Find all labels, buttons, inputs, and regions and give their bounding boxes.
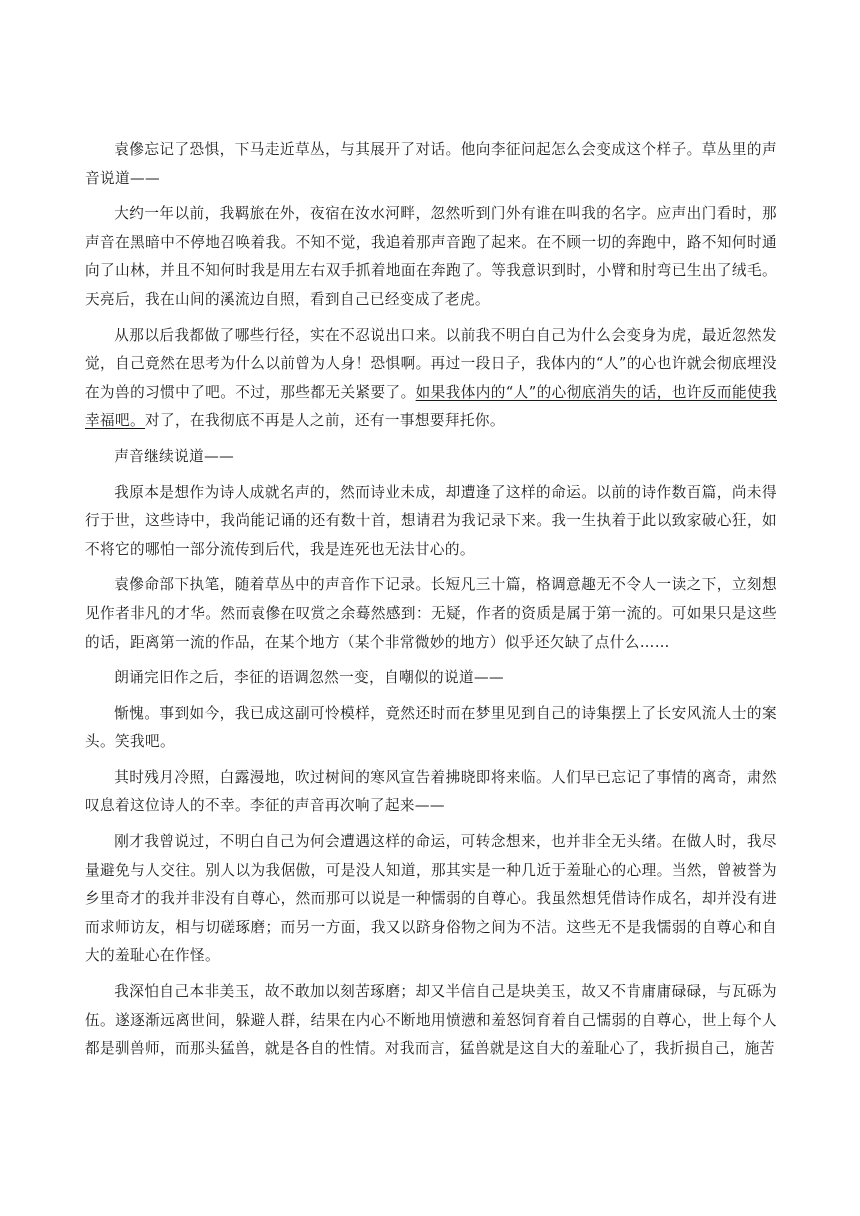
paragraph-5: 我原本是想作为诗人成就名声的，然而诗业未成，却遭逢了这样的命运。以前的诗作数百篇，尚未得行于世，这些诗中，我尚能记诵的还有数十首，想请君为我记录下来。我一生执着于此以致家破心狂，如不将它的哪怕一部分流传到后代，我是连死也无法甘心的。 xyxy=(85,483,777,558)
paragraph-2: 大约一年以前，我羁旅在外，夜宿在汝水河畔，忽然听到门外有谁在叫我的名字。应声出门看时，那声音在黑暗中不停地召唤着我。不知不觉，我追着那声音跑了起来。在不顾一切的奔跑中，路不知何时通向了山林，并且不知何时我是用左右双手抓着地面在奔跑了。等我意识到时，小臂和肘弯已生出了绒毛。天亮后，我在山间的溪流边自照，看到自己已经变成了老虎。 xyxy=(85,205,777,308)
paragraph-1: 袁傪忘记了恐惧，下马走近草丛，与其展开了对话。他向李征问起怎么会变成这个样子。草丛里的声音说道—— xyxy=(85,141,777,187)
paragraph-6: 袁傪命部下执笔，随着草丛中的声音作下记录。长短凡三十篇，格调意趣无不令人一读之下，立刻想见作者非凡的才华。然而袁傪在叹赏之余蓦然感到：无疑，作者的资质是属于第一流的。可如果只是这些的话，距离第一流的作品，在某个地方（某个非常微妙的地方）似乎还欠缺了点什么…… xyxy=(85,576,777,651)
paragraph-3-tail: 对了，在我彻底不再是人之前，还有一事想要拜托你。 xyxy=(144,412,505,430)
paragraph-10: 刚才我曾说过，不明白自己为何会遭遇这样的命运，可转念想来，也并非全无头绪。在做人时，我尽量避免与人交往。别人以为我倨傲，可是没人知道，那其实是一种几近于羞耻心的心理。当然，曾被誉为乡里奇才的我并非没有自尊心，然而那可以说是一种懦弱的自尊心。我虽然想凭借诗作成名，却并没有进而求师访友，相与切磋琢磨；而另一方面，我又以跻身俗物之间为不洁。这些无不是我懦弱的自尊心和自大的羞耻心在作怪。 xyxy=(85,833,777,965)
paragraph-11: 我深怕自己本非美玉，故不敢加以刻苦琢磨；却又半信自己是块美玉，故又不肯庸庸碌碌，与瓦砾为伍。遂逐渐远离世间，躲避人群，结果在内心不断地用愤懑和羞怒饲育着自己懦弱的自尊心，世上每个人都是驯兽师，而那头猛兽，就是各自的性情。对我而言，猛兽就是这自大的羞耻心了，我折损自己，施苦 xyxy=(85,983,777,1058)
paragraph-9: 其时残月冷照，白露漫地，吹过树间的寒风宣告着拂晓即将来临。人们早已忘记了事情的离奇，肃然叹息着这位诗人的不幸。李征的声音再次响了起来—— xyxy=(85,768,777,815)
underlined-sentence: 如果我体内的“人”的心彻底消失的话，也许反而能使我幸福吧。 xyxy=(85,383,777,430)
paragraph-8: 惭愧。事到如今，我已成这副可怜模样，竟然还时而在梦里见到自己的诗集摆上了长安风流人士的案头。笑我吧。 xyxy=(85,704,777,751)
article-body xyxy=(85,136,777,1071)
paragraph-3 xyxy=(85,322,777,436)
paragraph-7: 朗诵完旧作之后，李征的语调忽然一变，自嘲似的说道—— xyxy=(114,669,505,687)
paragraph-4: 声音继续说道—— xyxy=(114,447,235,465)
paragraph-3-lead: 从那以后我都做了哪些行径，实在不忍说出口来。以前我不明白自己为什么会变身为虎，最近忽然发觉，自己竟然在思考为什么以前曾为人身！恐惧啊。再过一段日子，我体内的“人”的心也许就会彻底埋没在为兽的习惯中了吧。不过，那些都无关紧要了。 xyxy=(85,326,777,401)
